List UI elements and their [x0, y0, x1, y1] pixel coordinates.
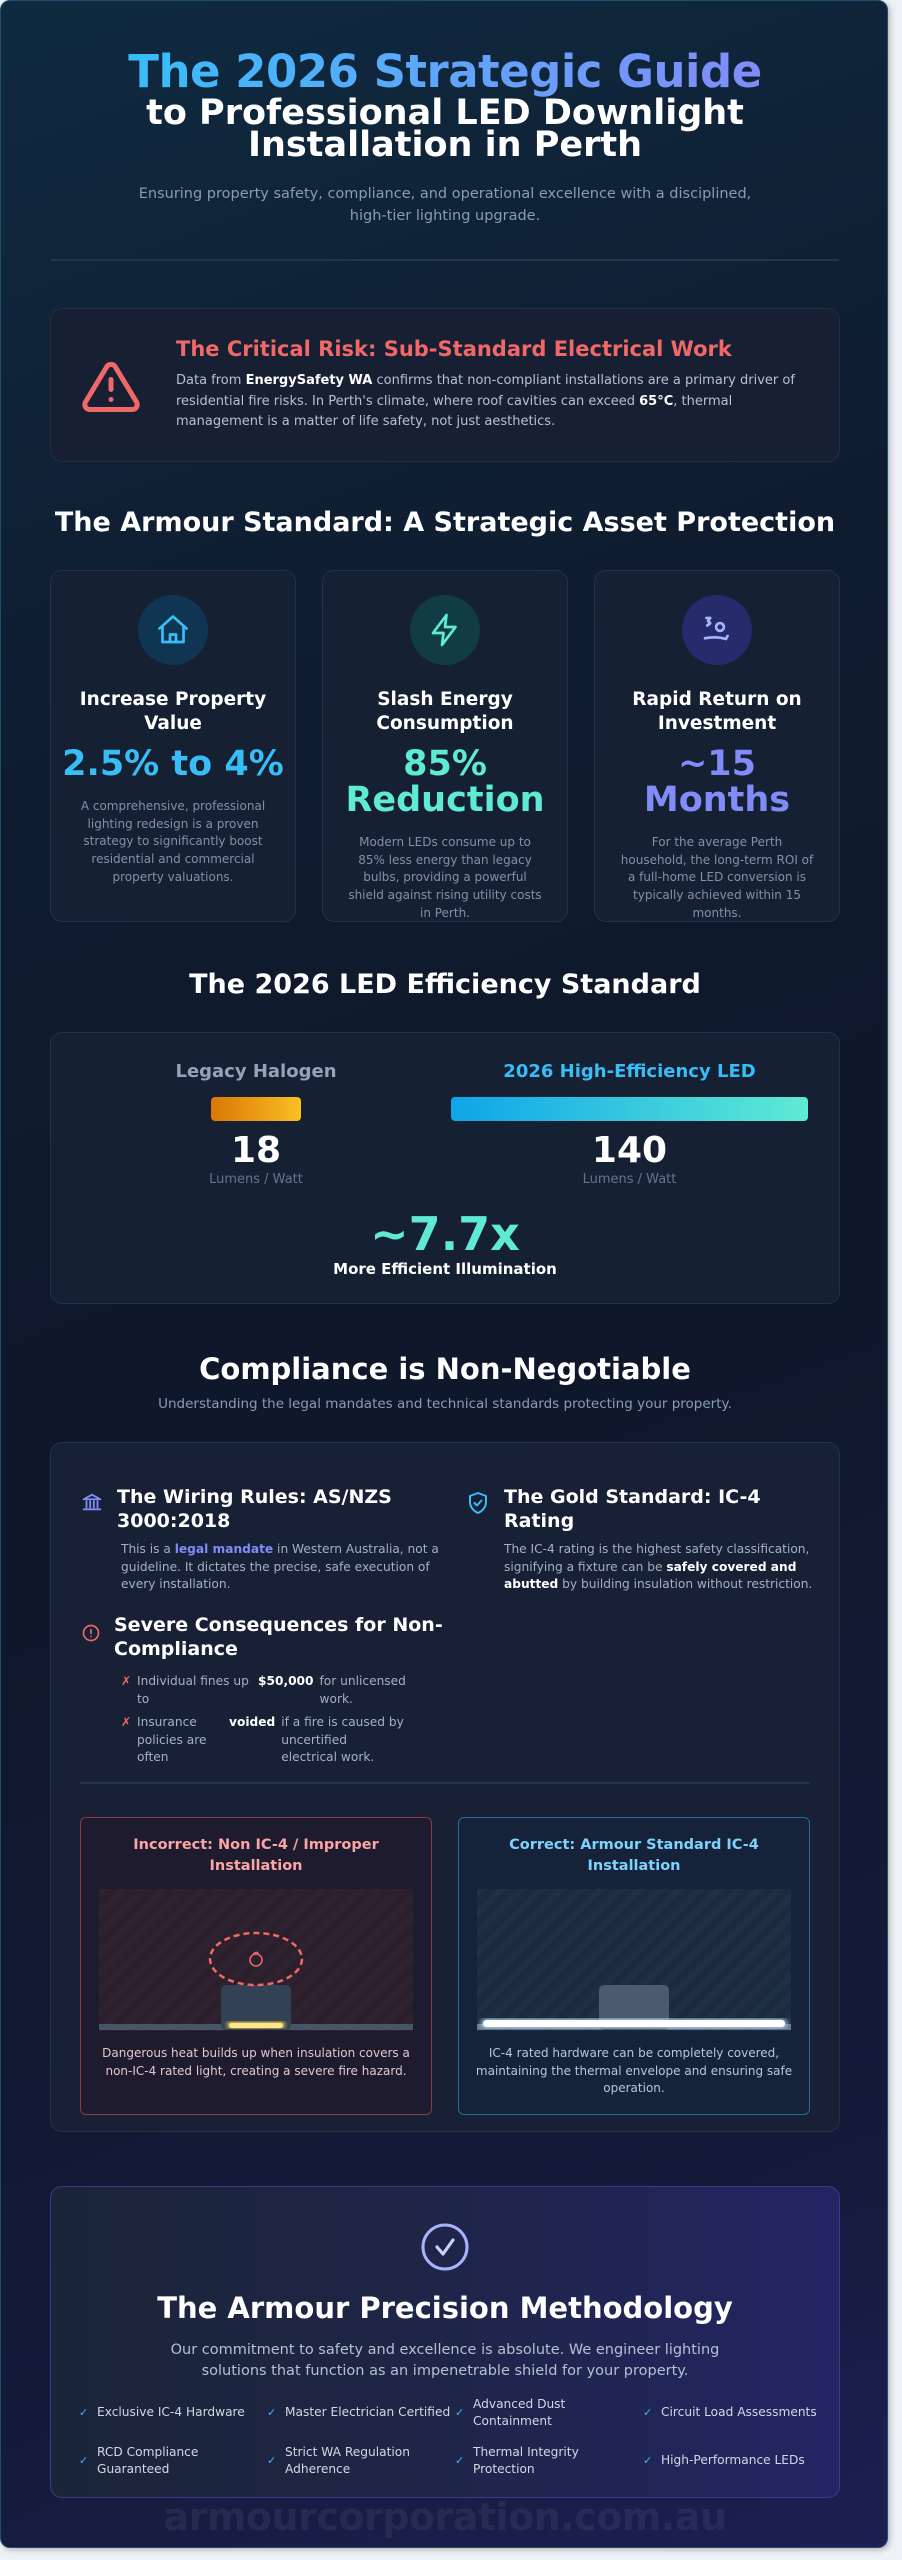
benefit-card-energy	[322, 570, 568, 922]
checklist-item: ✓ Strict WA Regulation Adherence	[267, 2444, 410, 2476]
consequences-list	[121, 1673, 451, 1773]
overheating-downlight-illustration	[99, 1889, 413, 2031]
wiring-rules-block	[81, 1485, 451, 1595]
gold-standard-block	[466, 1485, 821, 1595]
consequence-item: ✗ Insurance policies are often voided if a fire is caused by uncertified electrical work.	[121, 1714, 451, 1767]
check-icon: ✓	[79, 2454, 89, 2468]
check-icon: ✓	[643, 2454, 653, 2468]
efficiency-comparison	[50, 1032, 840, 1304]
cross-icon: ✗	[121, 1715, 132, 1729]
shield-check-icon	[466, 1491, 490, 1515]
led-efficiency-bar	[451, 1097, 808, 1121]
risk-text: Data from EnergySafety WA confirms that non-compliant installations are a primary driver of residential fire risks. In Perth's climate, where roof cavities can exceed 65°C, thermal management is a matter of life safety, not just aesthetics.	[176, 373, 795, 429]
hero-title: The 2026 Strategic Guide	[128, 45, 762, 98]
card-description: For the average Perth household, the long-term ROI of a full-home LED conversion is typically achieved within 15 months.	[620, 835, 814, 920]
home-icon-badge	[138, 595, 208, 665]
compliance-divider	[80, 1782, 810, 1784]
hero-subtitle-line2: Installation in Perth	[247, 125, 642, 165]
compliance-subheading: Understanding the legal mandates and technical standards protecting your property.	[158, 1396, 732, 1412]
methodology-checklist	[79, 2395, 819, 2479]
led-value: 140	[591, 1130, 668, 1171]
alert-circle-icon	[81, 1623, 101, 1643]
check-icon: ✓	[455, 2406, 465, 2420]
checklist-item: ✓ High-Performance LEDs	[643, 2443, 819, 2479]
methodology-description: Our commitment to safety and excellence is absolute. We engineer lighting solutions that function as an impenetrable shield for your property.	[170, 2342, 720, 2379]
correct-caption: IC-4 rated hardware can be completely covered, maintaining the thermal envelope and ensuring safe operation.	[475, 2046, 793, 2095]
checklist-item: ✓ Advanced Dust Containment	[455, 2396, 566, 2428]
check-icon: ✓	[267, 2406, 277, 2420]
card-description: A comprehensive, professional lighting redesign is a proven strategy to significantly boost residential and commercial property valuations.	[80, 799, 266, 884]
card-description: Modern LEDs consume up to 85% less energy than legacy bulbs, providing a powerful shield against rising utility costs in Perth.	[348, 835, 542, 920]
led-unit: Lumens / Watt	[582, 1172, 677, 1187]
check-icon: ✓	[643, 2406, 653, 2420]
consequences-title: Severe Consequences for Non-Compliance	[114, 1614, 443, 1660]
legacy-halogen-column	[146, 1033, 366, 1187]
bank-building-icon	[81, 1491, 103, 1513]
card-title: Increase Property Value	[79, 689, 267, 734]
lightning-icon-badge	[410, 595, 480, 665]
ic4-downlight-illustration	[477, 1889, 791, 2031]
check-icon: ✓	[267, 2454, 277, 2468]
checklist-item: ✓ Exclusive IC-4 Hardware	[79, 2395, 267, 2431]
legacy-label: Legacy Halogen	[175, 1061, 337, 1082]
methodology-card	[50, 2186, 840, 2498]
armour-standard-heading: The Armour Standard: A Strategic Asset Protection	[54, 507, 836, 538]
benefit-cards	[50, 570, 840, 922]
legacy-unit: Lumens / Watt	[209, 1172, 303, 1187]
check-icon: ✓	[79, 2406, 89, 2420]
card-title: Rapid Return on Investment	[632, 689, 802, 734]
cross-icon: ✗	[121, 1674, 132, 1688]
hand-coin-icon	[699, 612, 735, 648]
hero-subtitle-line1: to Professional LED Downlight	[146, 93, 744, 133]
incorrect-caption: Dangerous heat builds up when insulation covers a non-IC-4 rated light, creating a severe fire hazard.	[102, 2046, 410, 2078]
home-icon	[155, 612, 191, 648]
card-value: 85% Reduction	[345, 744, 545, 820]
legacy-efficiency-bar	[211, 1097, 301, 1121]
checklist-item: ✓ RCD Compliance Guaranteed	[79, 2444, 199, 2476]
correct-title: Correct: Armour Standard IC-4 Installation	[509, 1837, 759, 1874]
incorrect-installation-diagram	[80, 1817, 432, 2115]
correct-installation-diagram	[458, 1817, 810, 2115]
efficiency-multiplier-label: More Efficient Illumination	[333, 1260, 557, 1278]
card-title: Slash Energy Consumption	[376, 689, 514, 734]
checklist-item: ✓ Thermal Integrity Protection	[455, 2444, 579, 2476]
hero-divider	[51, 259, 839, 261]
efficiency-heading: The 2026 LED Efficiency Standard	[189, 969, 701, 1000]
gold-standard-text: The IC-4 rating is the highest safety classification, signifying a fixture can be safely covered and abutted by building insulation without restriction.	[504, 1542, 813, 1591]
warning-triangle-icon	[81, 357, 141, 417]
checklist-item: ✓ Circuit Load Assessments	[643, 2395, 819, 2431]
hand-coin-icon-badge	[682, 595, 752, 665]
benefit-card-roi	[594, 570, 840, 922]
checklist-item: ✓ Master Electrician Certified	[267, 2395, 455, 2431]
consequences-block	[81, 1613, 461, 1773]
check-circle-icon	[420, 2222, 470, 2272]
benefit-card-property-value	[50, 570, 296, 922]
website-watermark: armourcorporation.com.au	[163, 2495, 727, 2539]
wiring-rules-title: The Wiring Rules: AS/NZS 3000:2018	[117, 1486, 392, 1532]
risk-title: The Critical Risk: Sub-Standard Electrical Work	[176, 337, 732, 361]
methodology-title: The Armour Precision Methodology	[157, 2291, 733, 2325]
gold-standard-title: The Gold Standard: IC-4 Rating	[504, 1486, 761, 1532]
led-label: 2026 High-Efficiency LED	[503, 1061, 756, 1082]
card-value: ~15 Months	[643, 744, 791, 820]
consequence-item: ✗ Individual fines up to $50,000 for unlicensed work.	[121, 1673, 451, 1708]
compliance-heading: Compliance is Non-Negotiable	[199, 1352, 691, 1386]
efficiency-multiplier: ~7.7x	[370, 1207, 520, 1261]
wiring-rules-text: This is a legal mandate in Western Australia, not a guideline. It dictates the precise, safe execution of every installation.	[121, 1542, 439, 1591]
legacy-value: 18	[230, 1130, 282, 1171]
lightning-icon	[427, 612, 463, 648]
check-icon: ✓	[455, 2454, 465, 2468]
hero-header	[1, 45, 888, 227]
card-value: 2.5% to 4%	[62, 744, 284, 784]
hero-tagline: Ensuring property safety, compliance, and operational excellence with a disciplined, high-tier lighting upgrade.	[138, 186, 752, 224]
led-column	[451, 1033, 808, 1187]
incorrect-title: Incorrect: Non IC-4 / Improper Installation	[133, 1837, 379, 1874]
critical-risk-callout	[50, 308, 840, 462]
